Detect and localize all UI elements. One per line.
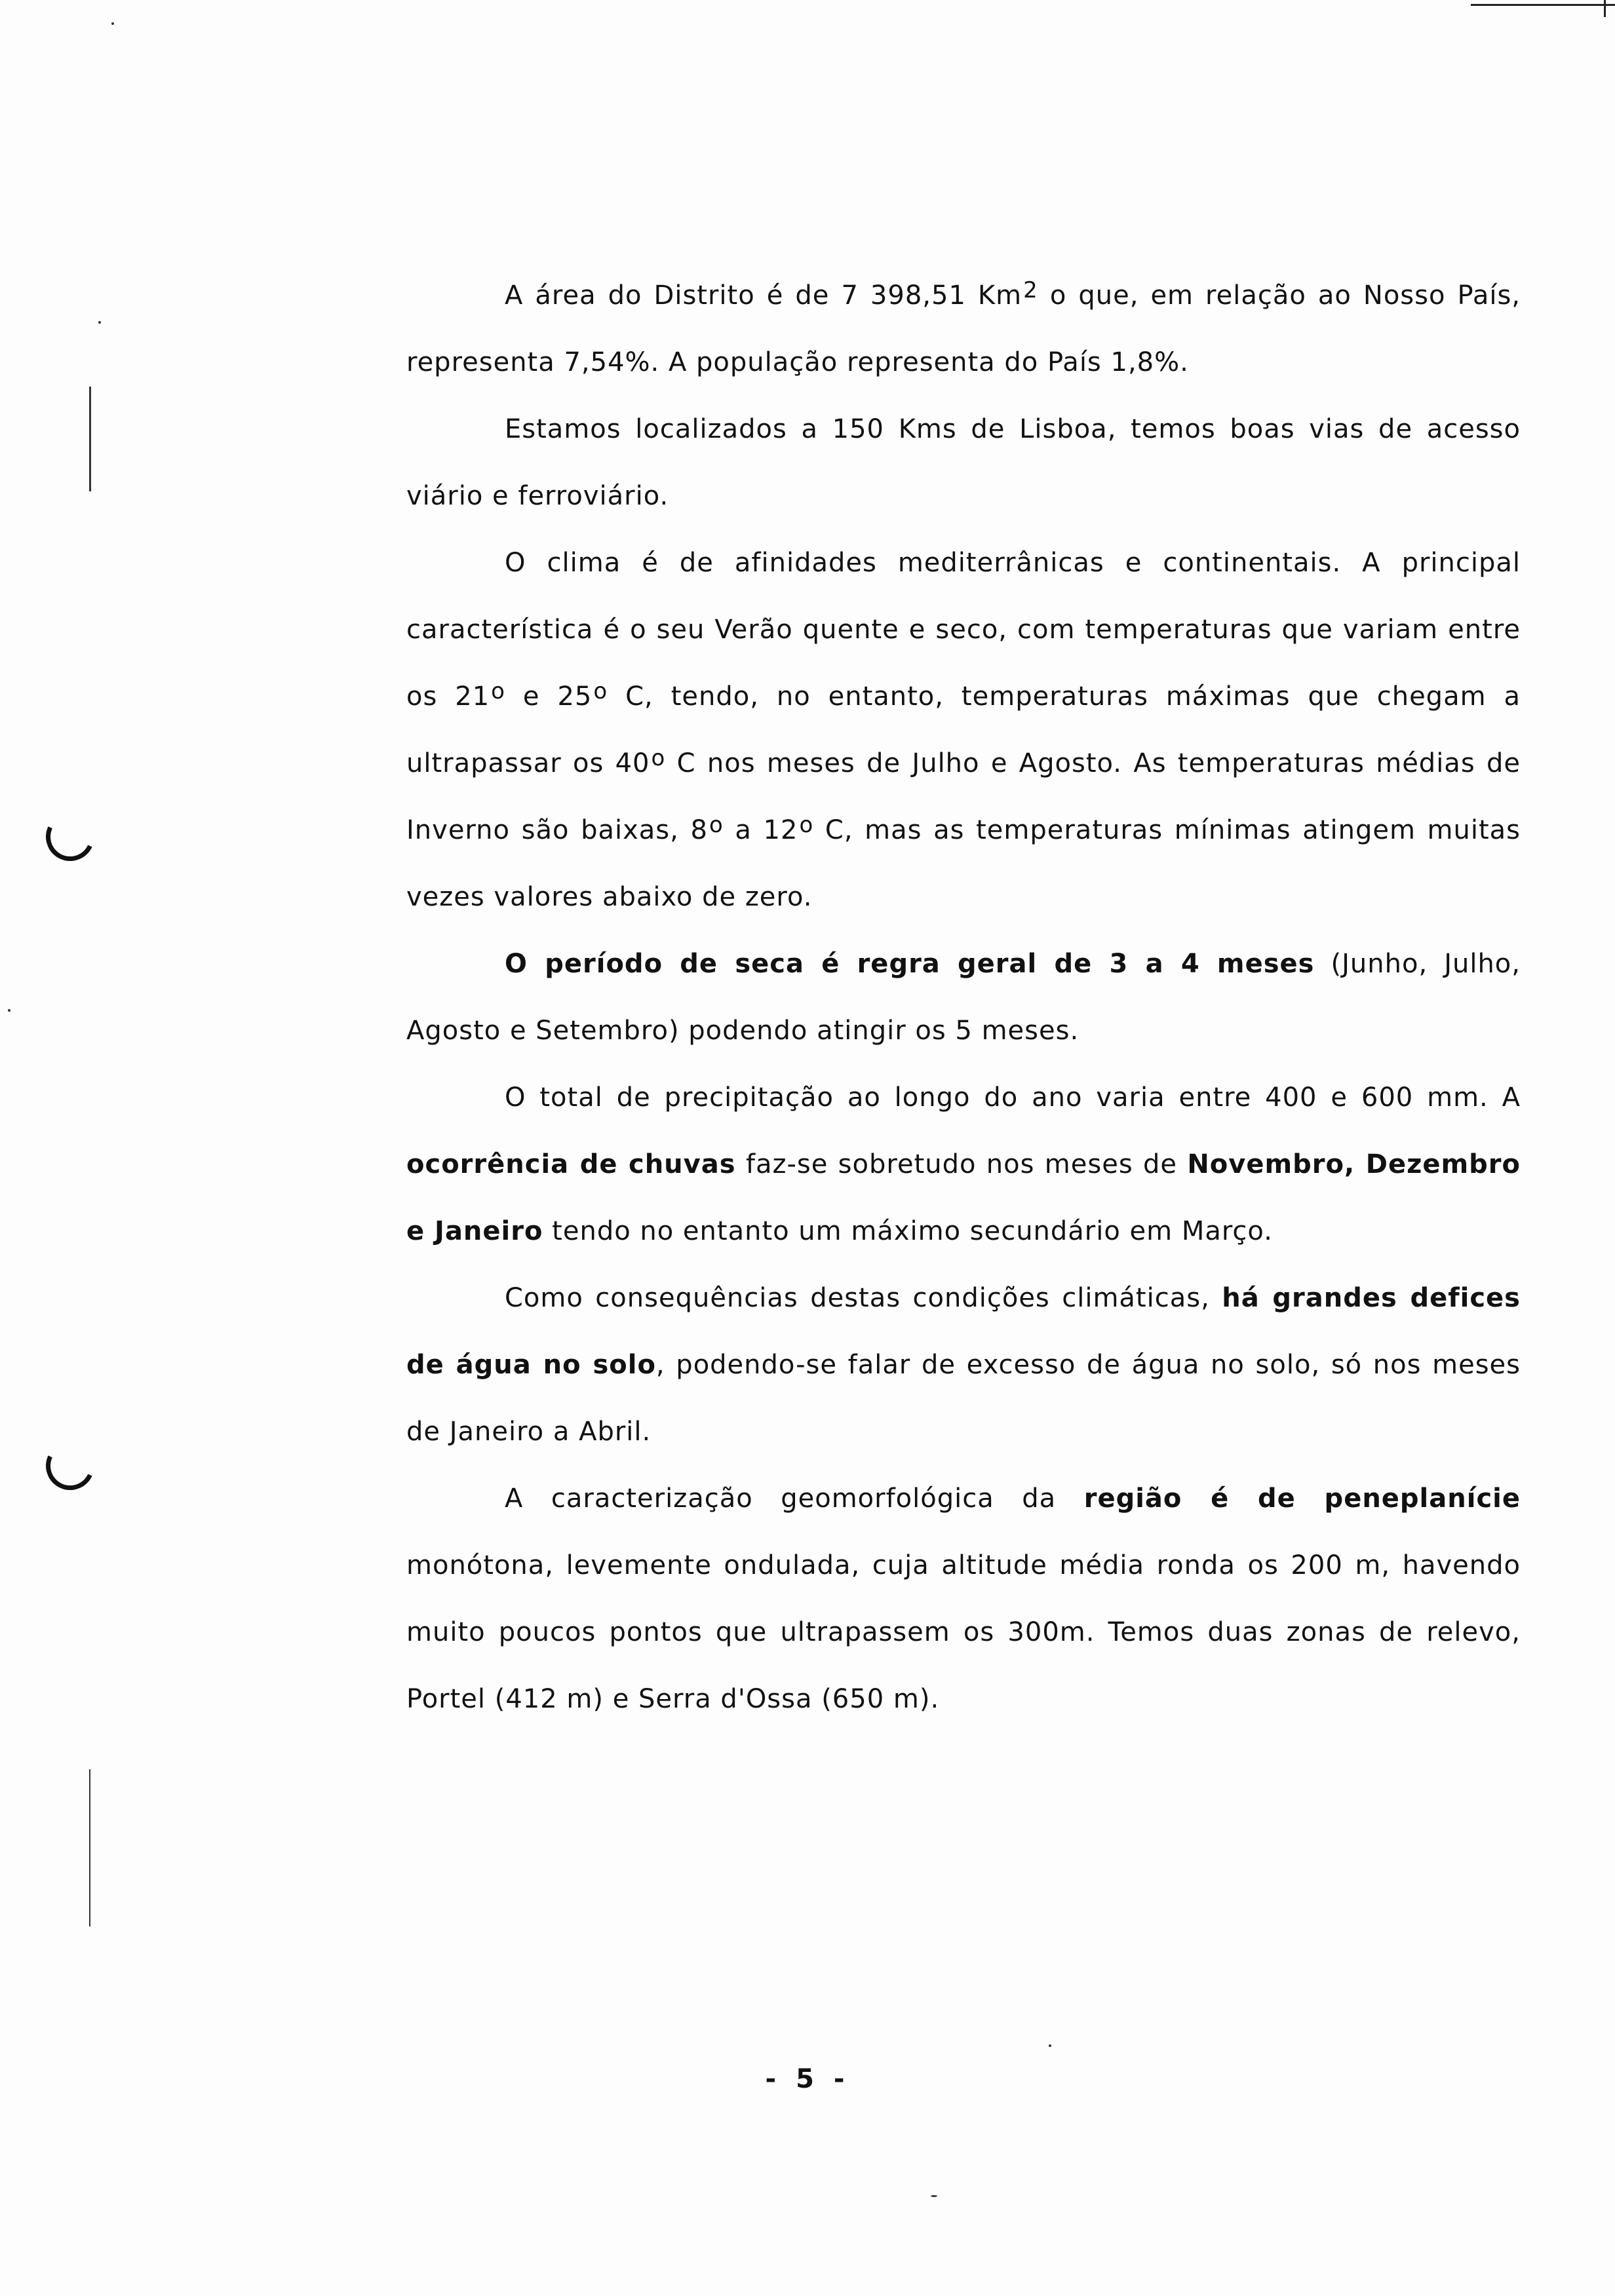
superscript: 2 [1023, 277, 1038, 303]
text-run: monótona, levemente ondulada, cuja altitude média ronda os 200 m, havendo muito poucos pontos que ultrapassem os 300m. Temos duas zonas de relevo, Portel (412 m) e Serra d'Ossa (650 m). [406, 1550, 1521, 1714]
scan-speck [1049, 2044, 1051, 2047]
paragraph-consequences [406, 1265, 1521, 1465]
bold-text-run: O período de seca é regra geral de 3 a 4 meses [505, 949, 1315, 979]
scan-edge-mark [1471, 4, 1615, 6]
paragraph-precipitation [406, 1064, 1521, 1265]
text-run: a 12 [723, 815, 798, 845]
text-run: , podendo-se falar de excesso de água no solo, só nos meses de Janeiro a Abril. [406, 1350, 1521, 1447]
text-run: A caracterização geomorfológica da [505, 1483, 1084, 1514]
text-run: (Junho, Julho, Agosto e Setembro) podendo atingir os 5 meses. [406, 949, 1521, 1046]
paragraph-location [406, 396, 1521, 529]
degree-mark: o [593, 678, 608, 704]
page-number: - 5 - [765, 2064, 850, 2094]
paragraph-climate [406, 529, 1521, 930]
binding-hole-mark [39, 1435, 102, 1497]
binding-hole-mark [39, 806, 102, 868]
text-run: tendo no entanto um máximo secundário em Março. [543, 1216, 1273, 1246]
text-run: O total de precipitação ao longo do ano varia entre 400 e 600 mm. A [505, 1082, 1521, 1113]
text-run: C, tendo, no entanto, temperaturas máximas que chegam a ultrapassar os 40 [406, 681, 1521, 778]
text-run: faz-se sobretudo nos meses de [735, 1149, 1188, 1179]
bold-text-run: região é de peneplanície [1083, 1483, 1521, 1514]
paragraph-geomorphology [406, 1465, 1521, 1732]
text-run: o que, em relação ao Nosso País, representa 7,54%. A população representa do País 1,8%. [406, 280, 1521, 377]
scan-speck [111, 22, 114, 25]
degree-mark: o [491, 678, 505, 704]
paragraph-dry-season [406, 930, 1521, 1064]
scan-speck [931, 2195, 937, 2197]
text-run: Como consequências destas condições climáticas, [505, 1283, 1222, 1313]
margin-line [89, 387, 91, 491]
scan-speck [98, 321, 101, 324]
bold-text-run: há grandes defices de água no solo [406, 1283, 1521, 1380]
degree-mark: o [651, 745, 666, 771]
text-run: e 25 [505, 681, 593, 712]
bold-text-run: Novembro, Dezembro e Janeiro [406, 1149, 1521, 1246]
text-run: O clima é de afinidades mediterrânicas e continentais. A principal característica é o seu Verão quente e seco, com temperaturas que variam entre os 21 [406, 548, 1521, 712]
text-run: A área do Distrito é de 7 398,51 Km [505, 280, 1022, 311]
text-run: C nos meses de Julho e Agosto. As temperaturas médias de Inverno são baixas, 8 [406, 748, 1521, 845]
text-run: Estamos localizados a 150 Kms de Lisboa, temos boas vias de acesso viário e ferroviário. [406, 414, 1521, 511]
body-text [406, 262, 1521, 1732]
bold-text-run: ocorrência de chuvas [406, 1149, 736, 1179]
text-run: C, mas as temperaturas mínimas atingem muitas vezes valores abaixo de zero. [406, 815, 1521, 912]
degree-mark: o [709, 812, 724, 838]
scan-edge-mark [1604, 0, 1606, 17]
degree-mark: o [799, 812, 814, 838]
margin-line [89, 1769, 90, 1926]
paragraph-area [406, 262, 1521, 396]
scan-speck [8, 1009, 10, 1012]
